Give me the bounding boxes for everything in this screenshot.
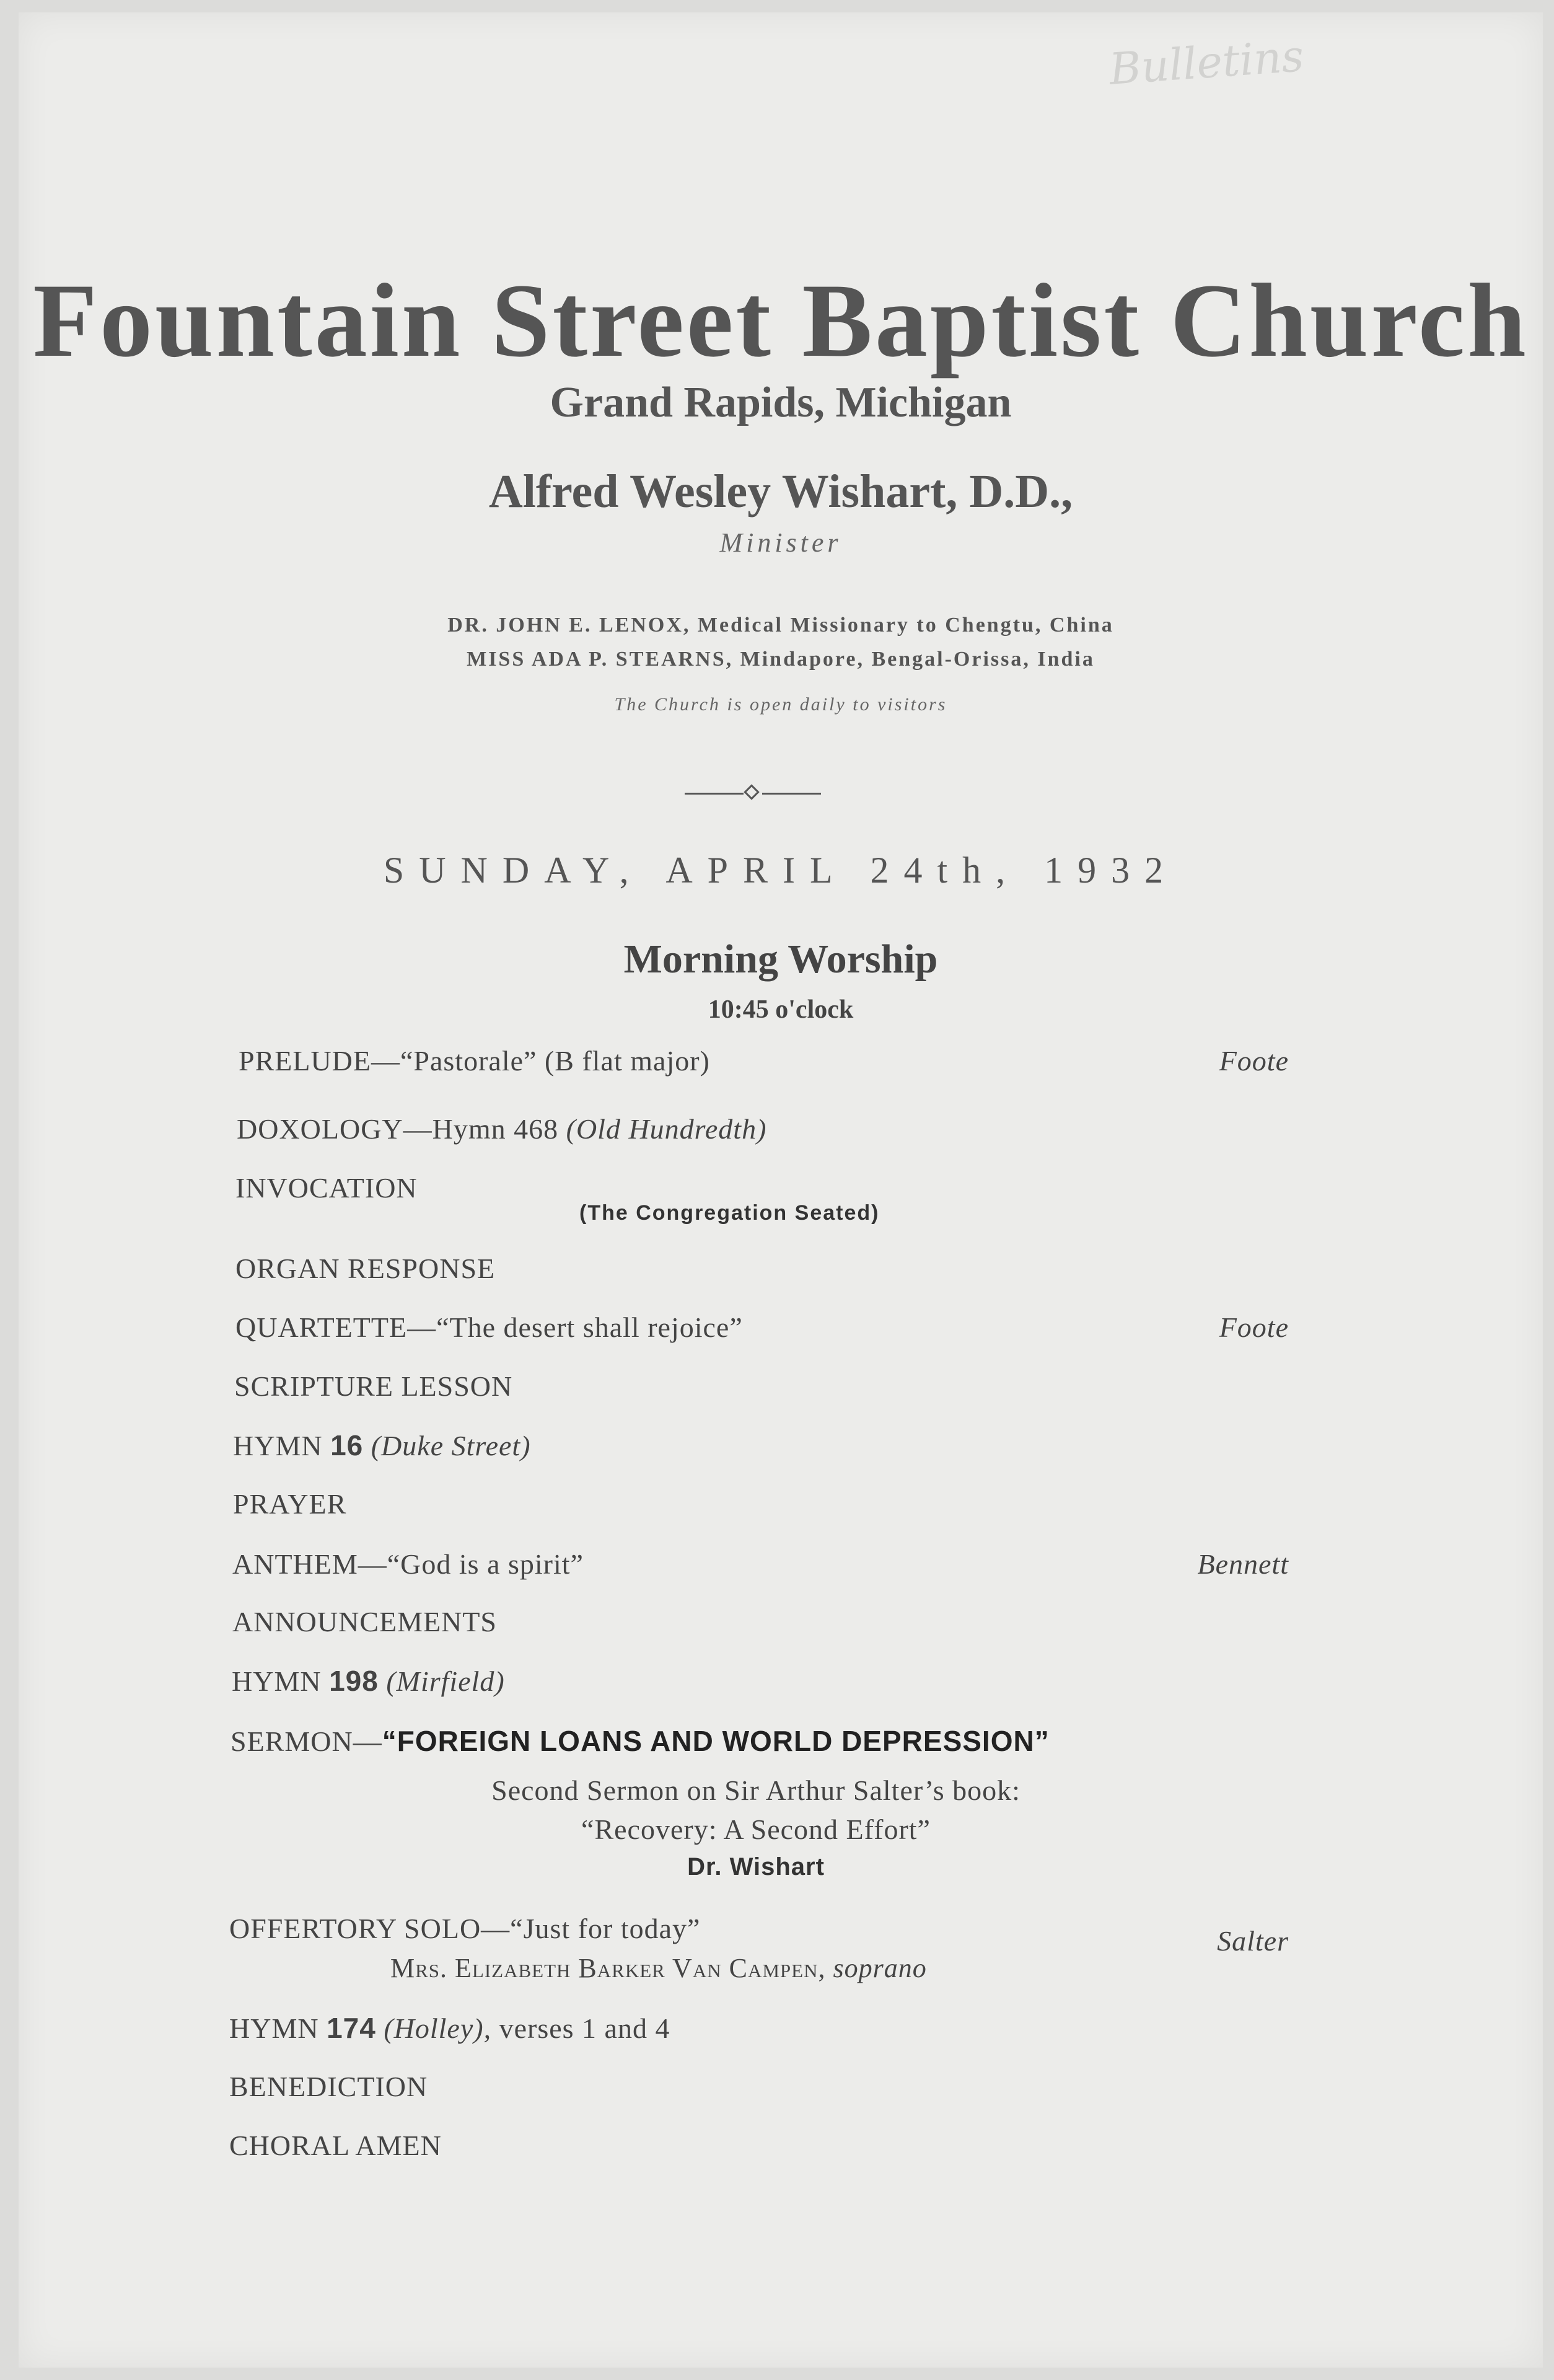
hymn-16-item	[233, 1429, 531, 1462]
sermon-subtitle-2: “Recovery: A Second Effort”	[581, 1814, 931, 1845]
sermon-label: SERMON—	[230, 1726, 382, 1757]
hymn-16-number: 16	[330, 1429, 364, 1461]
divider-bar-right	[762, 793, 821, 795]
scripture-item: SCRIPTURE LESSON	[234, 1370, 513, 1402]
church-city: Grand Rapids, Michigan	[550, 379, 1012, 426]
minister-role: Minister	[719, 527, 842, 558]
anthem-composer: Bennett	[1197, 1548, 1289, 1580]
soloist-name: Mrs. Elizabeth Barker Van Campen,	[390, 1953, 826, 1983]
choral-amen-item: CHORAL AMEN	[229, 2130, 442, 2161]
offertory-item: OFFERTORY SOLO—“Just for today”	[229, 1913, 701, 1944]
doxology-item	[237, 1113, 766, 1145]
divider-bar-left	[685, 793, 744, 795]
hymn-174-tune: (Holley),	[384, 2012, 492, 2044]
hymn-174-number: 174	[327, 2012, 376, 2044]
hymn-198-tune: (Mirfield)	[386, 1665, 505, 1697]
doxology-label: DOXOLOGY—Hymn 468	[237, 1113, 559, 1145]
hymn-174-label: HYMN	[229, 2012, 319, 2044]
hymn-198-label: HYMN	[232, 1665, 322, 1697]
prelude-composer: Foote	[1219, 1045, 1289, 1077]
hymn-198-item	[232, 1664, 505, 1698]
church-name: Fountain Street Baptist Church	[33, 262, 1529, 379]
sermon-preacher: Dr. Wishart	[687, 1853, 825, 1880]
invocation-item: INVOCATION	[235, 1172, 418, 1204]
service-title: Morning Worship	[623, 937, 938, 982]
bulletin-page	[19, 12, 1543, 2368]
hymn-174-verses: verses 1 and 4	[499, 2012, 670, 2044]
minister-name: Alfred Wesley Wishart, D.D.,	[488, 465, 1073, 518]
prayer-item: PRAYER	[233, 1488, 347, 1520]
organ-response-item: ORGAN RESPONSE	[235, 1253, 496, 1284]
soloist-voice: soprano	[833, 1953, 927, 1983]
benediction-item: BENEDICTION	[229, 2071, 428, 2102]
soloist-line	[390, 1952, 927, 1984]
open-daily-note: The Church is open daily to visitors	[614, 694, 947, 715]
sermon-item	[230, 1724, 1050, 1758]
offertory-composer: Salter	[1217, 1925, 1289, 1957]
diamond-icon	[744, 784, 759, 800]
divider-ornament	[685, 784, 821, 803]
sermon-title: “FOREIGN LOANS AND WORLD DEPRESSION”	[382, 1725, 1050, 1757]
missionary-line-2: MISS ADA P. STEARNS, Mindapore, Bengal-Orissa, India	[467, 648, 1095, 671]
doxology-tune: (Old Hundredth)	[566, 1113, 767, 1145]
quartette-item: QUARTETTE—“The desert shall rejoice”	[235, 1311, 743, 1343]
sermon-subtitle-1: Second Sermon on Sir Arthur Salter’s book:	[491, 1774, 1021, 1806]
hymn-16-tune: (Duke Street)	[371, 1430, 531, 1461]
missionary-line-1: DR. JOHN E. LENOX, Medical Missionary to Chengtu, China	[447, 614, 1114, 637]
prelude-item: PRELUDE—“Pastorale” (B flat major)	[239, 1045, 710, 1077]
quartette-composer: Foote	[1219, 1311, 1289, 1343]
hymn-16-label: HYMN	[233, 1430, 323, 1461]
service-date: SUNDAY, APRIL 24th, 1932	[383, 850, 1179, 891]
service-time: 10:45 o'clock	[708, 995, 854, 1024]
hymn-174-item	[229, 2011, 670, 2045]
congregation-note: (The Congregation Seated)	[579, 1201, 880, 1225]
announcements-item: ANNOUNCEMENTS	[232, 1606, 497, 1637]
pencil-annotation: Bulletins	[1107, 30, 1306, 95]
hymn-198-number: 198	[329, 1665, 379, 1697]
anthem-item: ANTHEM—“God is a spirit”	[232, 1548, 584, 1580]
